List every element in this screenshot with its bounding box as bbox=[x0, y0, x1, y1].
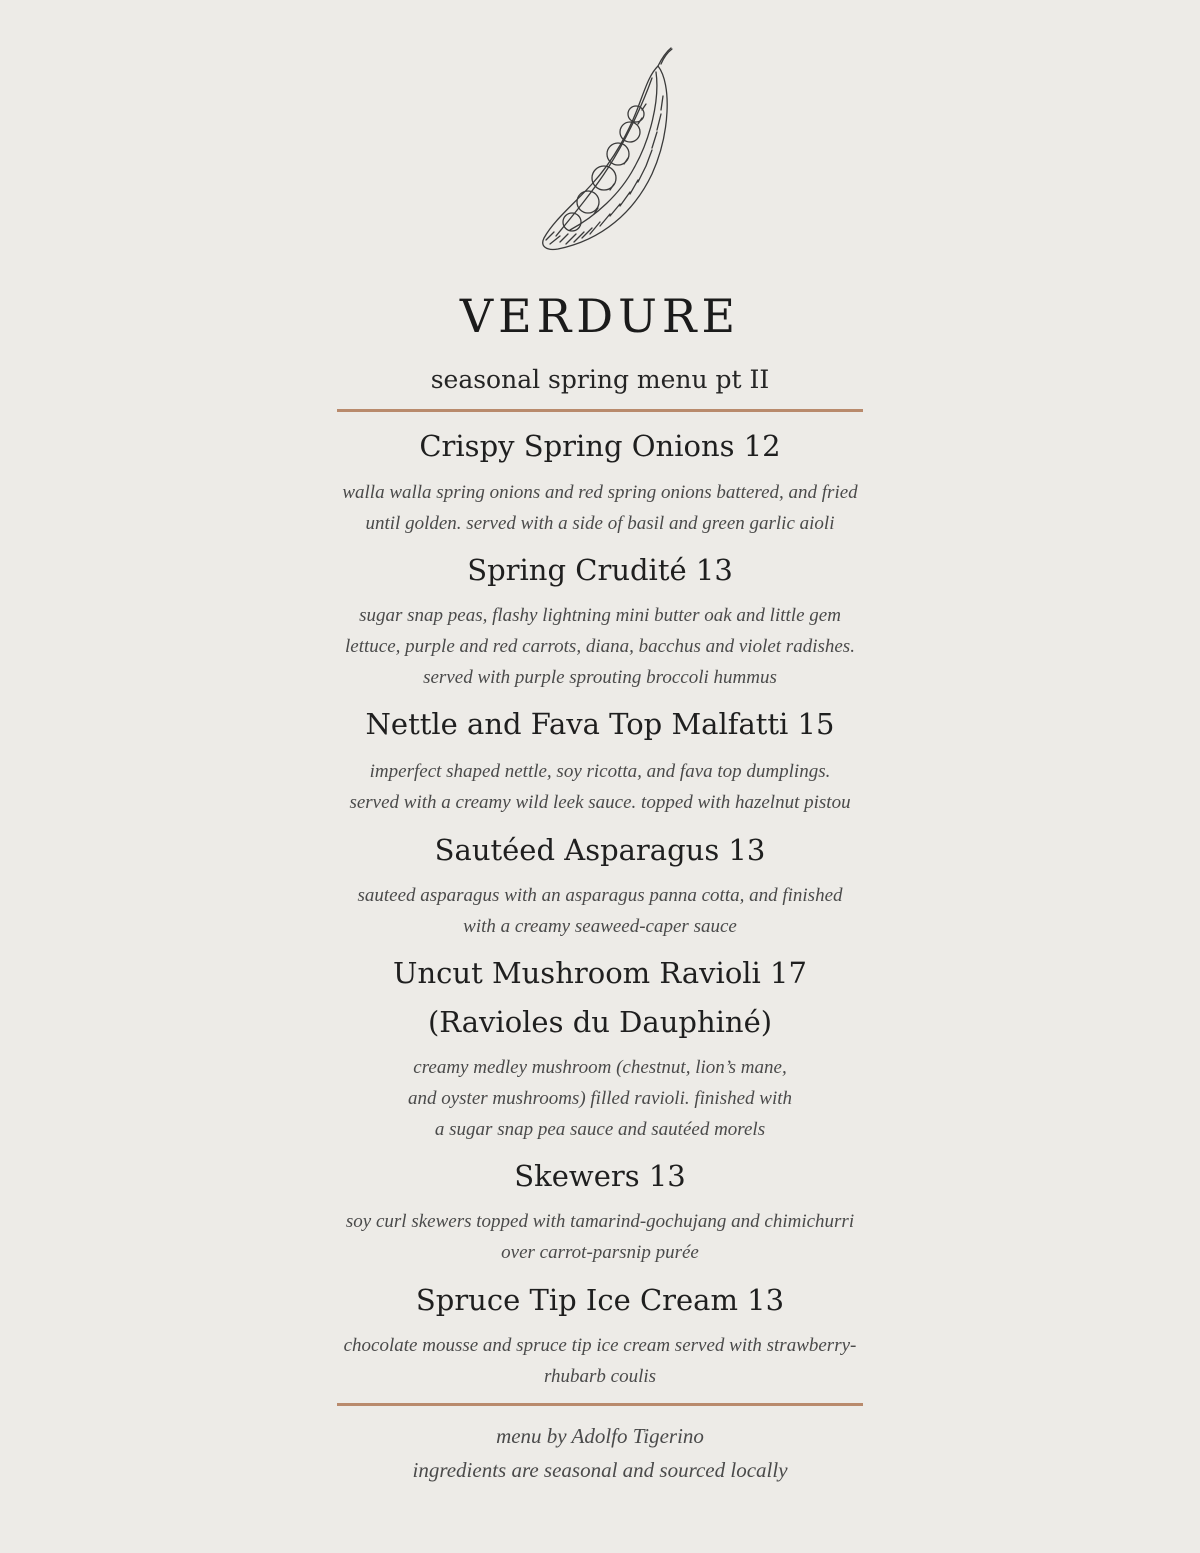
description-line: served with purple sprouting broccoli hummus bbox=[423, 667, 777, 688]
description-line: and oyster mushrooms) filled ravioli. finished with bbox=[407, 1088, 793, 1109]
menu-item-title: Sautéed Asparagus 13 bbox=[434, 833, 766, 867]
description-line: a sugar snap pea sauce and sautéed morels bbox=[434, 1119, 766, 1140]
menu-item-description bbox=[320, 756, 880, 818]
menu-item-description bbox=[320, 880, 880, 942]
description-line: sauteed asparagus with an asparagus panna cotta, and finished bbox=[357, 885, 843, 906]
menu-item-title: Uncut Mushroom Ravioli 17 bbox=[393, 956, 807, 990]
description-line: rhubarb coulis bbox=[543, 1366, 657, 1387]
menu-item-title: Nettle and Fava Top Malfatti 15 bbox=[365, 707, 835, 741]
menu-item-description bbox=[320, 1052, 880, 1145]
menu-footer bbox=[0, 1419, 1200, 1487]
description-line: walla walla spring onions and red spring onions battered, and fried bbox=[342, 482, 858, 503]
menu-subtitle: seasonal spring menu pt II bbox=[430, 365, 770, 394]
top-divider bbox=[337, 409, 863, 412]
menu-title: VERDURE bbox=[459, 289, 741, 343]
bottom-divider bbox=[337, 1403, 863, 1406]
description-line: creamy medley mushroom (chestnut, lion’s mane, bbox=[413, 1057, 787, 1078]
menu-item-title: Crispy Spring Onions 12 bbox=[419, 429, 781, 463]
menu-item-description bbox=[320, 477, 880, 539]
menu-item-title: Spruce Tip Ice Cream 13 bbox=[415, 1283, 785, 1317]
description-line: sugar snap peas, flashy lightning mini butter oak and little gem bbox=[359, 605, 841, 626]
menu-item-title: Spring Crudité 13 bbox=[467, 553, 733, 587]
footer-note: ingredients are seasonal and sourced locally bbox=[412, 1458, 788, 1482]
menu-item-description bbox=[320, 1206, 880, 1268]
menu-item-description bbox=[320, 600, 880, 693]
description-line: over carrot-parsnip purée bbox=[501, 1242, 699, 1263]
description-line: chocolate mousse and spruce tip ice cream served with strawberry- bbox=[343, 1335, 857, 1356]
footer-credit: menu by Adolfo Tigerino bbox=[496, 1424, 704, 1448]
description-line: with a creamy seaweed-caper sauce bbox=[463, 916, 737, 937]
description-line: soy curl skewers topped with tamarind-gochujang and chimichurri bbox=[345, 1211, 855, 1232]
pea-pod-icon bbox=[530, 44, 680, 259]
description-line: lettuce, purple and red carrots, diana, bacchus and violet radishes. bbox=[345, 636, 855, 657]
menu-item-description bbox=[320, 1330, 880, 1392]
description-line: until golden. served with a side of basil and green garlic aioli bbox=[365, 513, 835, 534]
menu-item-title-subline: (Ravioles du Dauphiné) bbox=[427, 1005, 773, 1039]
menu-item-title: Skewers 13 bbox=[514, 1159, 686, 1193]
description-line: served with a creamy wild leek sauce. topped with hazelnut pistou bbox=[349, 792, 851, 813]
description-line: imperfect shaped nettle, soy ricotta, and fava top dumplings. bbox=[369, 761, 831, 782]
